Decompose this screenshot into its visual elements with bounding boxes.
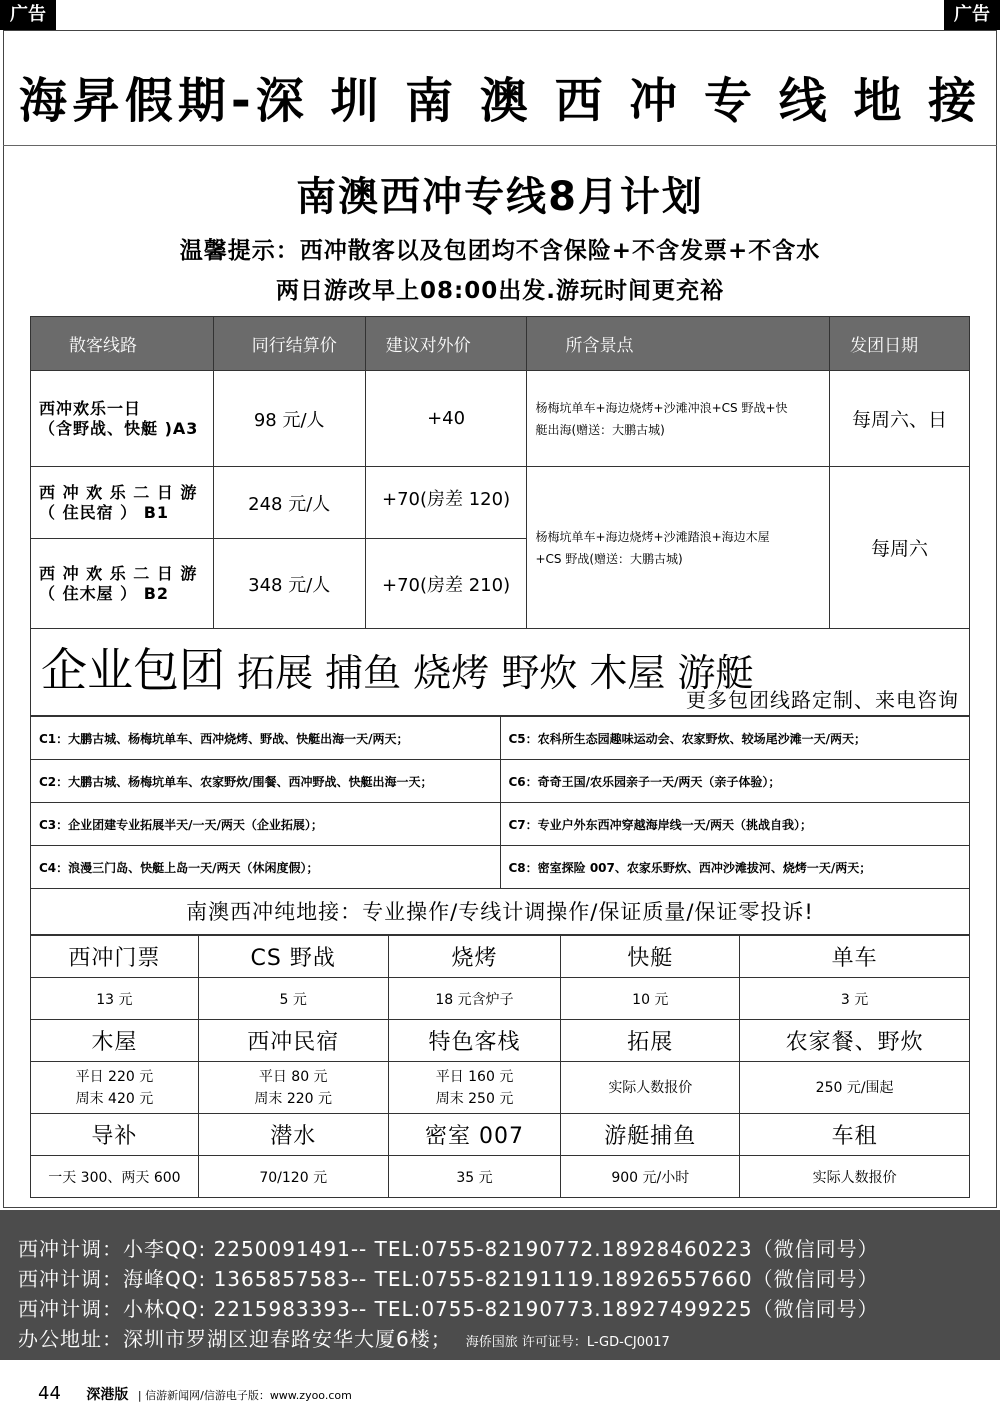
table-row (31, 803, 970, 846)
price-value: 一天 300、两天 600 (31, 1156, 199, 1198)
price-label: 游艇捕鱼 (561, 1114, 740, 1156)
contact-line: 西冲计调：小李QQ: 2250091491-- TEL:0755-82190772.18928460223（微信同号） (18, 1237, 879, 1261)
price-label: CS 野战 (198, 936, 388, 978)
price-value: 35 元 (388, 1156, 561, 1198)
package-item: C6：奇奇王国/农乐园亲子一天/两天（亲子体验）； (500, 760, 970, 803)
routes-header-row (31, 317, 970, 371)
package-item: C7：专业户外东西冲穿越海岸线一天/两天（挑战自我）； (500, 803, 970, 846)
header-days: 发团日期 (830, 317, 970, 371)
price-label: 拓展 (561, 1020, 740, 1062)
price-label: 特色客栈 (388, 1020, 561, 1062)
price-label: 密室 007 (388, 1114, 561, 1156)
price-weekday: 平日 220 元 (75, 1068, 154, 1085)
route-name-line: 西冲欢乐一日 (39, 398, 142, 418)
package-item: C2：大鹏古城、杨梅坑单车、农家野炊/围餐、西冲野战、快艇出海一天； (31, 760, 501, 803)
table-row (31, 1156, 970, 1198)
price-label: 木屋 (31, 1020, 199, 1062)
route-name (31, 539, 214, 629)
package-item: C4：浪漫三门岛、快艇上岛一天/两天（休闲度假）； (31, 846, 501, 889)
price-label: 快艇 (561, 936, 740, 978)
table-row (31, 936, 970, 978)
main-title: 海昇假期-深 圳 南 澳 西 冲 专 线 地 接 (18, 73, 982, 129)
header-agent-price: 同行结算价 (213, 317, 365, 371)
corporate-banner (30, 628, 970, 716)
tip-insurance: 温馨提示：西冲散客以及包团均不含保险+不含发票+不含水 (179, 238, 821, 264)
table-row (31, 467, 970, 539)
price-grid (30, 935, 970, 1198)
price-label: 农家餐、野炊 (740, 1020, 970, 1062)
route-spots (527, 371, 830, 467)
price-value: 实际人数报价 (740, 1156, 970, 1198)
license-number: 海侨国旅 许可证号：L-GD-CJ0017 (465, 1335, 670, 1350)
address-line (18, 1324, 1000, 1358)
header-suggested-price: 建议对外价 (365, 317, 527, 371)
price-label: 潜水 (198, 1114, 388, 1156)
office-address: 办公地址：深圳市罗湖区迎春路安华大厦6楼； (18, 1327, 452, 1351)
page-number: 44 (38, 1383, 61, 1404)
price-value: 10 元 (561, 978, 740, 1020)
ad-tag-left: 广告 (0, 0, 56, 30)
contact-panel (0, 1210, 1000, 1360)
package-item: C3：企业团建专业拓展半天/一天/两天（企业拓展）； (31, 803, 501, 846)
table-row (31, 978, 970, 1020)
price-label: 单车 (740, 936, 970, 978)
price-value: 250 元/围起 (740, 1062, 970, 1114)
page-footer (38, 1383, 352, 1404)
table-row (31, 1114, 970, 1156)
package-item: C1：大鹏古城、杨梅坑单车、西冲烧烤、野战、快艇出海一天/两天； (31, 717, 501, 760)
price-label: 西冲民宿 (198, 1020, 388, 1062)
route-price: 348 元/人 (213, 539, 365, 629)
corporate-services (41, 634, 754, 700)
route-name-line: （ 住木屋 ） B2 (39, 583, 170, 603)
packages-table (30, 716, 970, 889)
price-value: 900 元/小时 (561, 1156, 740, 1198)
route-suggested: +70(房差 210) (365, 539, 527, 629)
price-weekday: 平日 80 元 (258, 1068, 328, 1085)
header-route: 散客线路 (31, 317, 214, 371)
corporate-group-label: 企业包团 (41, 643, 225, 697)
price-label: 导补 (31, 1114, 199, 1156)
route-name-line: 西 冲 欢 乐 二 日 游 (39, 482, 198, 502)
table-row (31, 846, 970, 889)
table-row (31, 760, 970, 803)
route-days: 每周六、日 (830, 371, 970, 467)
sub-title: 南澳西冲专线8月计划 (296, 174, 704, 220)
price-weekday: 平日 160 元 (435, 1068, 514, 1085)
table-row (31, 1020, 970, 1062)
route-spots-shared (527, 467, 830, 629)
route-name-line: （含野战、快艇 )A3 (39, 418, 199, 438)
price-value (198, 1062, 388, 1114)
corporate-activities: 拓展 捕鱼 烧烤 野炊 木屋 游艇 (237, 651, 754, 695)
route-name (31, 467, 214, 539)
price-label: 车租 (740, 1114, 970, 1156)
route-spots-line: +CS 野战(赠送：大鹏古城) (535, 551, 683, 566)
route-name (31, 371, 214, 467)
route-price: 248 元/人 (213, 467, 365, 539)
price-value: 70/120 元 (198, 1156, 388, 1198)
price-weekend: 周末 420 元 (75, 1090, 154, 1107)
corporate-consult: 更多包团线路定制、来电咨询 (686, 688, 959, 712)
route-spots-line: 艇出海(赠送：大鹏古城) (535, 422, 665, 437)
price-label: 烧烤 (388, 936, 561, 978)
route-spots-line: 杨梅坑单车+海边烧烤+沙滩冲浪+CS 野战+快 (535, 400, 788, 415)
tip-departure: 两日游改早上08:00出发.游玩时间更充裕 (276, 278, 724, 304)
price-weekend: 周末 250 元 (435, 1090, 514, 1107)
price-value: 实际人数报价 (561, 1062, 740, 1114)
price-value: 13 元 (31, 978, 199, 1020)
price-value (31, 1062, 199, 1114)
contact-line: 西冲计调：海峰QQ: 1365857583-- TEL:0755-82191119.18926557660（微信同号） (18, 1267, 879, 1291)
ad-tag-right: 广告 (944, 0, 1000, 30)
price-label: 西冲门票 (31, 936, 199, 978)
title-divider (3, 145, 997, 146)
route-name-line: （ 住民宿 ） B1 (39, 502, 170, 522)
service-promise: 南澳西冲纯地接：专业操作/专线计调操作/保证质量/保证零投诉! (30, 889, 970, 935)
package-item: C5：农科所生态园趣味运动会、农家野炊、较场尾沙滩一天/两天； (500, 717, 970, 760)
route-price: 98 元/人 (213, 371, 365, 467)
routes-table (30, 316, 970, 629)
route-suggested: +40 (365, 371, 527, 467)
price-value: 5 元 (198, 978, 388, 1020)
price-value: 3 元 (740, 978, 970, 1020)
price-value: 18 元含炉子 (388, 978, 561, 1020)
route-name-line: 西 冲 欢 乐 二 日 游 (39, 563, 198, 583)
table-row (31, 1062, 970, 1114)
route-suggested: +70(房差 120) (365, 467, 527, 539)
contact-line: 西冲计调：小林QQ: 2215983393-- TEL:0755-82190773.18927499225（微信同号） (18, 1297, 879, 1321)
price-weekend: 周末 220 元 (254, 1090, 333, 1107)
table-row (31, 371, 970, 467)
edition-label: 深港版 (86, 1387, 129, 1403)
route-spots-line: 杨梅坑单车+海边烧烤+沙滩踏浪+海边木屋 (535, 529, 770, 544)
route-days-shared: 每周六 (830, 467, 970, 629)
header-spots: 所含景点 (527, 317, 830, 371)
package-item: C8：密室探险 007、农家乐野炊、西冲沙滩拔河、烧烤一天/两天； (500, 846, 970, 889)
price-value (388, 1062, 561, 1114)
table-row (31, 717, 970, 760)
site-info: | 信游新闻网/信游电子版：www.zyoo.com (137, 1389, 352, 1402)
